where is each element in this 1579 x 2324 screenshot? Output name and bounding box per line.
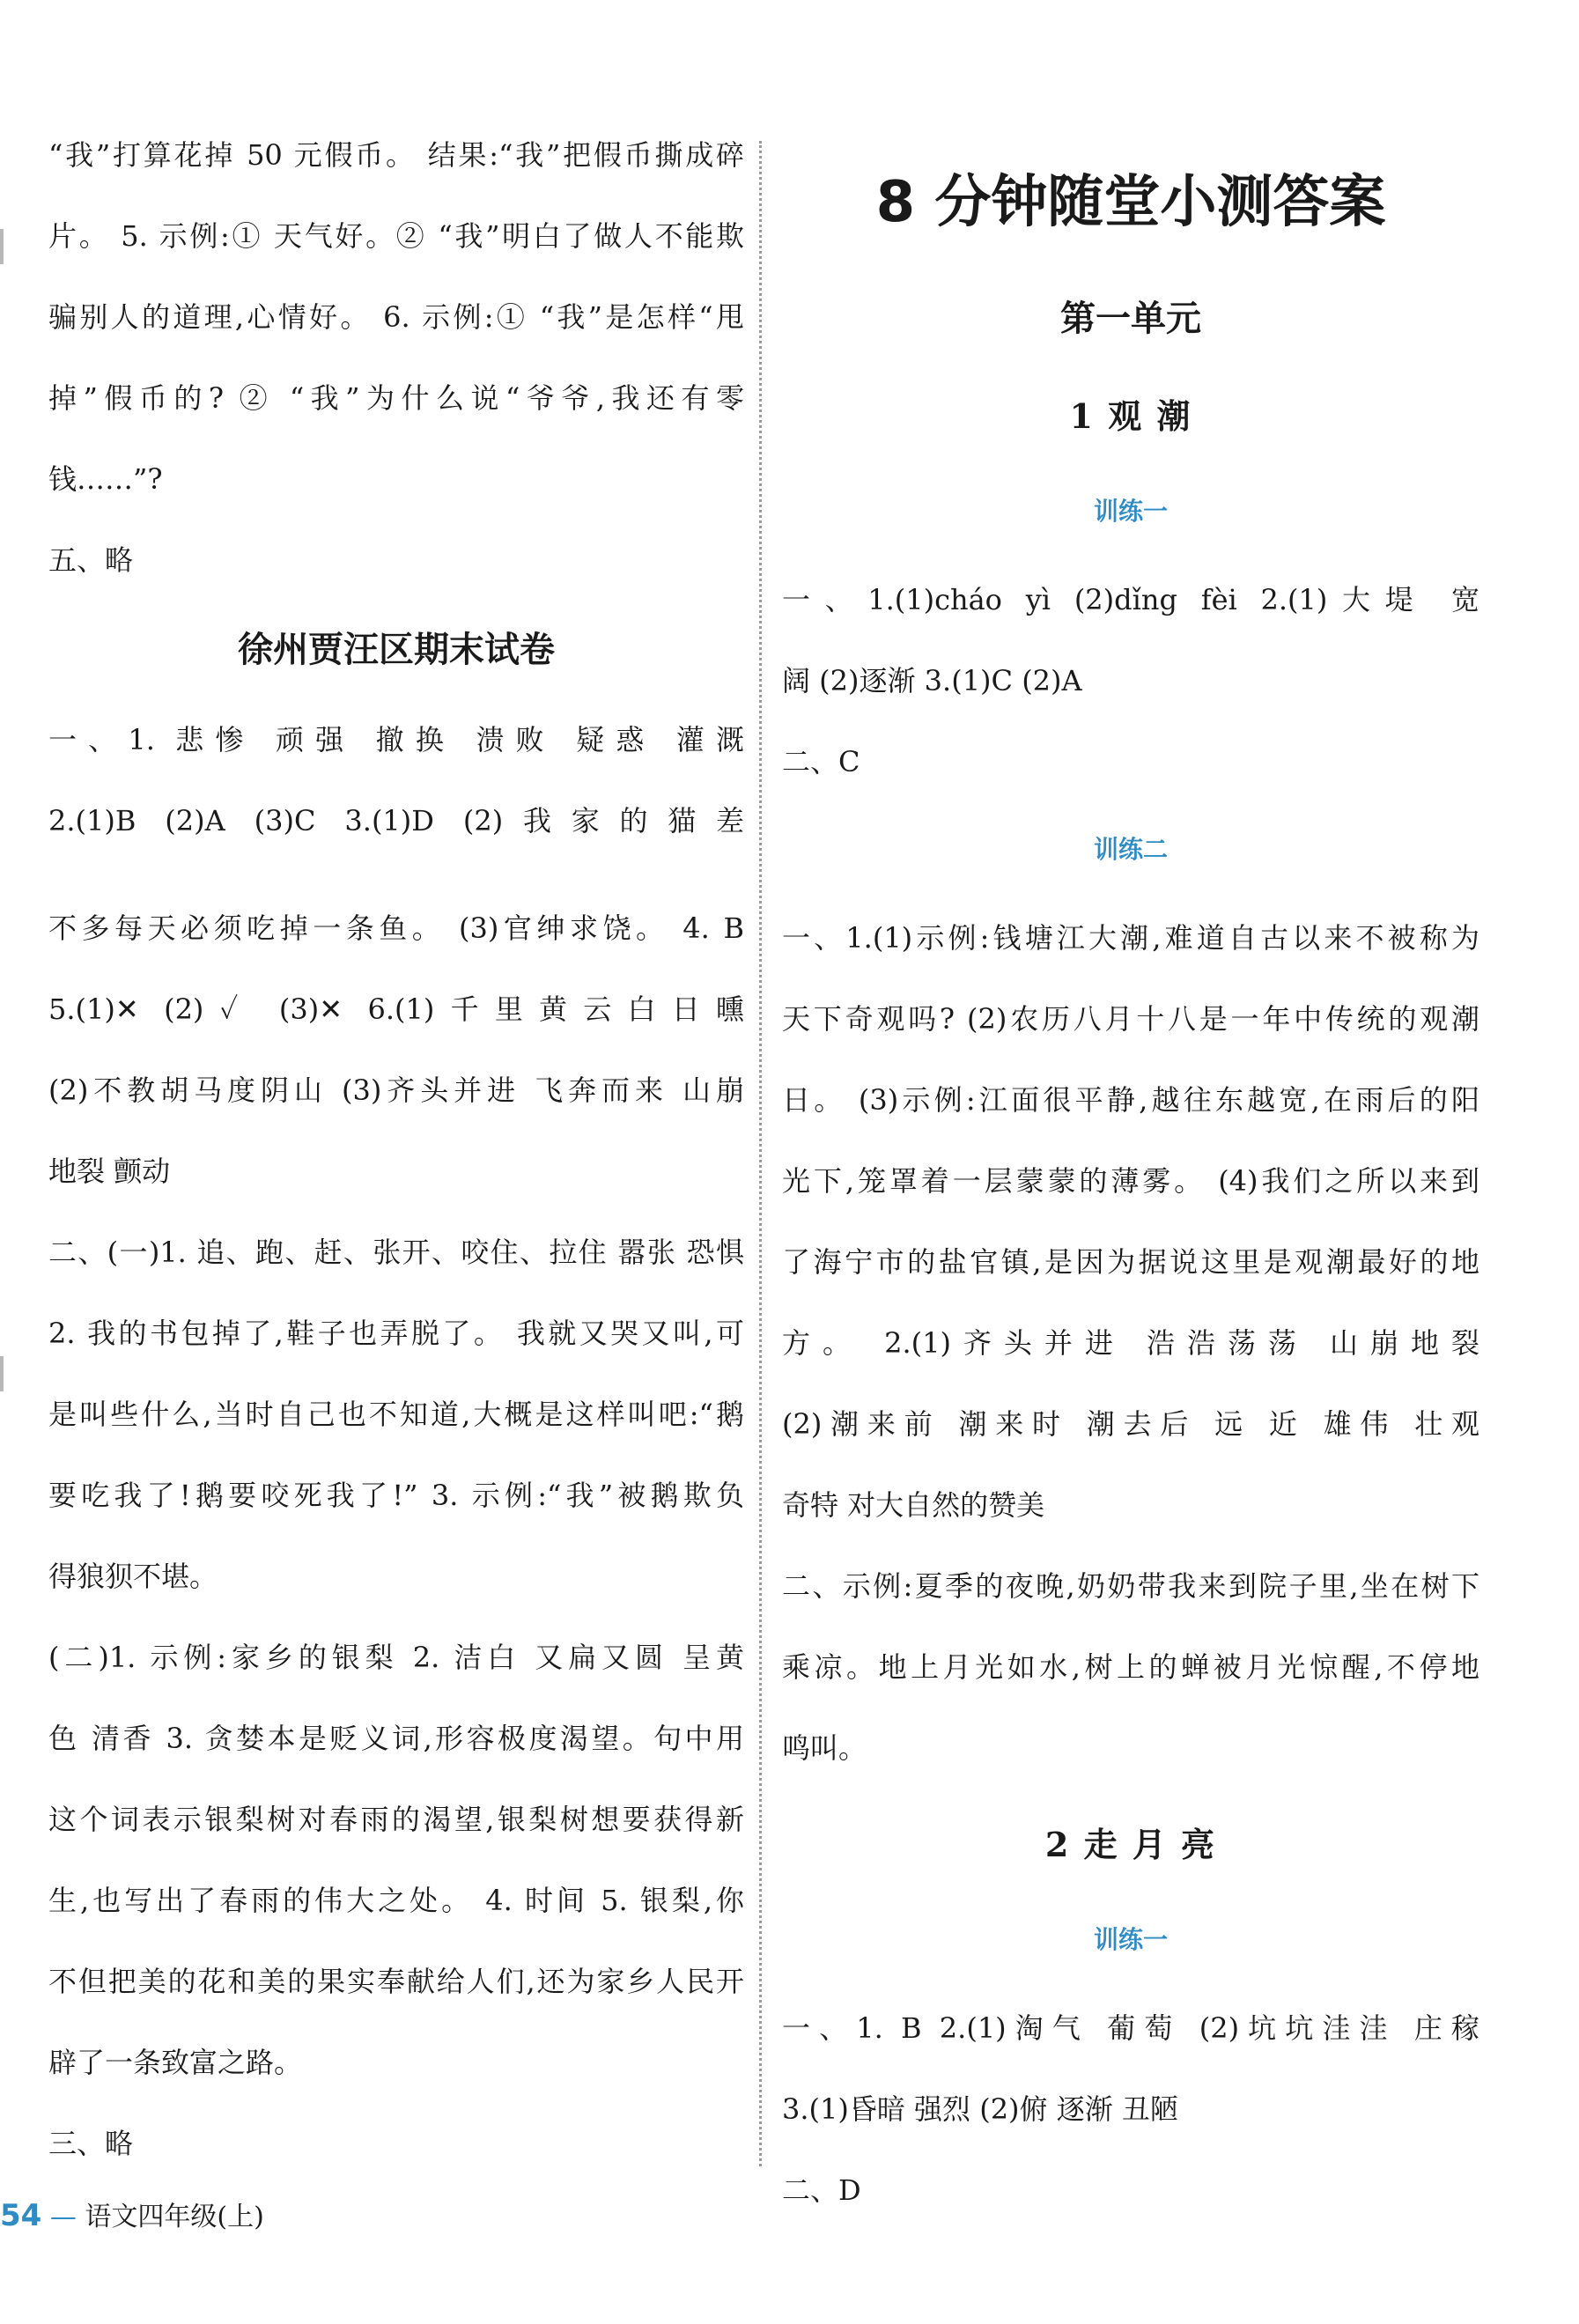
answer-line: 三、略 xyxy=(48,2127,134,2160)
left-column xyxy=(48,114,744,2184)
continued-answers xyxy=(48,114,744,601)
answer-line: 要吃我了!鹅要咬死我了!” 3. 示例:“我”被鹅欺负 xyxy=(48,1479,744,1512)
answer-line: 五、略 xyxy=(48,543,134,577)
answer-line: 一、1. B 2.(1)淘气 葡萄 (2)坑坑洼洼 庄稼 xyxy=(782,2011,1479,2045)
training-label: 训练二 xyxy=(1093,835,1168,864)
training-label: 训练一 xyxy=(1093,497,1168,526)
answer-line: (2)潮来前 潮来时 潮去后 远 近 雄伟 壮观 xyxy=(782,1407,1479,1441)
answer-line: 乘凉。地上月光如水,树上的蝉被月光惊醒,不停地 xyxy=(782,1650,1479,1684)
answer-line: 二、D xyxy=(782,2173,861,2207)
answer-line: 5.(1)✕ (2)✓ (3)✕ 6.(1)千里黄云白日曛 xyxy=(48,992,744,1026)
answer-line: 是叫些什么,当时自己也不知道,大概是这样叫吧:“鹅 xyxy=(48,1398,744,1431)
answer-line: 2. 我的书包掉了,鞋子也弄脱了。 我就又哭又叫,可 xyxy=(48,1317,744,1350)
exam-answers xyxy=(48,699,744,2184)
answer-line: 天下奇观吗? (2)农历八月十八是一年中传统的观潮 xyxy=(782,1002,1479,1036)
answer-line: 阔 (2)逐渐 3.(1)C (2)A xyxy=(782,664,1082,697)
answer-line: 得狼狈不堪。 xyxy=(48,1560,218,1593)
page-number: 54 xyxy=(0,2198,42,2233)
answer-line: 不但把美的花和美的果实奉献给人们,还为家乡人民开 xyxy=(48,1965,744,1998)
answer-line: 色 清香 3. 贪婪本是贬义词,形容极度渴望。句中用 xyxy=(48,1722,744,1755)
answer-line: 二、示例:夏季的夜晚,奶奶带我来到院子里,坐在树下 xyxy=(782,1569,1479,1603)
column-divider xyxy=(759,141,762,2166)
answer-line: 光下,笼罩着一层蒙蒙的薄雾。 (4)我们之所以来到 xyxy=(782,1164,1479,1198)
edge-mark xyxy=(0,1356,4,1391)
right-column xyxy=(782,145,1479,2231)
answer-line: 一、1.(1)cháo yì (2)dǐng fèi 2.(1)大堤 宽 xyxy=(782,583,1479,616)
answer-line: “我”打算花掉 50 元假币。 结果:“我”把假币撕成碎 xyxy=(48,138,744,172)
answer-line: 了海宁市的盐官镇,是因为据说这里是观潮最好的地 xyxy=(782,1245,1479,1279)
answer-line: 一、1.(1)示例:钱塘江大潮,难道自古以来不被称为 xyxy=(782,921,1479,955)
training-label: 训练一 xyxy=(1093,1925,1168,1954)
answer-line: 奇特 对大自然的赞美 xyxy=(782,1488,1045,1522)
answer-line: 生,也写出了春雨的伟大之处。 4. 时间 5. 银梨,你 xyxy=(48,1884,744,1917)
page-footer xyxy=(0,2195,264,2237)
answer-line: 片。 5. 示例:① 天气好。② “我”明白了做人不能欺 xyxy=(48,219,744,253)
answer-line: 掉”假币的? ② “我”为什么说“爷爷,我还有零 xyxy=(48,381,744,415)
answer-line: 辟了一条致富之路。 xyxy=(48,2046,303,2079)
answer-line: (二)1. 示例:家乡的银梨 2. 洁白 又扁又圆 呈黄 xyxy=(48,1641,744,1674)
edge-mark xyxy=(0,229,4,264)
answer-line: (2)不教胡马度阴山 (3)齐头并进 飞奔而来 山崩 xyxy=(48,1073,744,1107)
answer-line: 鸣叫。 xyxy=(782,1731,867,1765)
exam-title: 徐州贾汪区期末试卷 xyxy=(238,630,555,670)
answer-line: 钱……”? xyxy=(48,462,163,496)
answer-line: 二、C xyxy=(782,745,860,778)
answer-line: 一、1. 悲惨 顽强 撤换 溃败 疑惑 灌溉 xyxy=(48,723,744,756)
unit-title: 第一单元 xyxy=(1060,299,1201,339)
answer-line: 3.(1)昏暗 强烈 (2)俯 逐渐 丑陋 xyxy=(782,2092,1178,2126)
answer-line: 这个词表示银梨树对春雨的渴望,银梨树想要获得新 xyxy=(48,1803,744,1836)
answer-line: 骗别人的道理,心情好。 6. 示例:① “我”是怎样“甩 xyxy=(48,300,744,334)
lesson-title: 2 走 月 亮 xyxy=(1044,1825,1217,1864)
book-title: 语文四年级(上) xyxy=(85,2202,264,2232)
page-title: 8 分钟随堂小测答案 xyxy=(875,170,1386,235)
answer-line: 地裂 颤动 xyxy=(48,1155,171,1188)
footer-dash: — xyxy=(49,2202,77,2232)
answer-line: 不多每天必须吃掉一条鱼。 (3)官绅求饶。 4. B xyxy=(48,911,744,945)
answer-line: 二、(一)1. 追、跑、赶、张开、咬住、拉住 嚣张 恐惧 xyxy=(48,1236,744,1269)
lesson-title: 1 观 潮 xyxy=(1069,396,1192,436)
answer-line: 2.(1)B (2)A (3)C 3.(1)D (2)我家的猫差 xyxy=(48,804,744,837)
answer-line: 日。 (3)示例:江面很平静,越往东越宽,在雨后的阳 xyxy=(782,1083,1479,1117)
answer-line: 方。 2.(1)齐头并进 浩浩荡荡 山崩地裂 xyxy=(782,1326,1479,1360)
